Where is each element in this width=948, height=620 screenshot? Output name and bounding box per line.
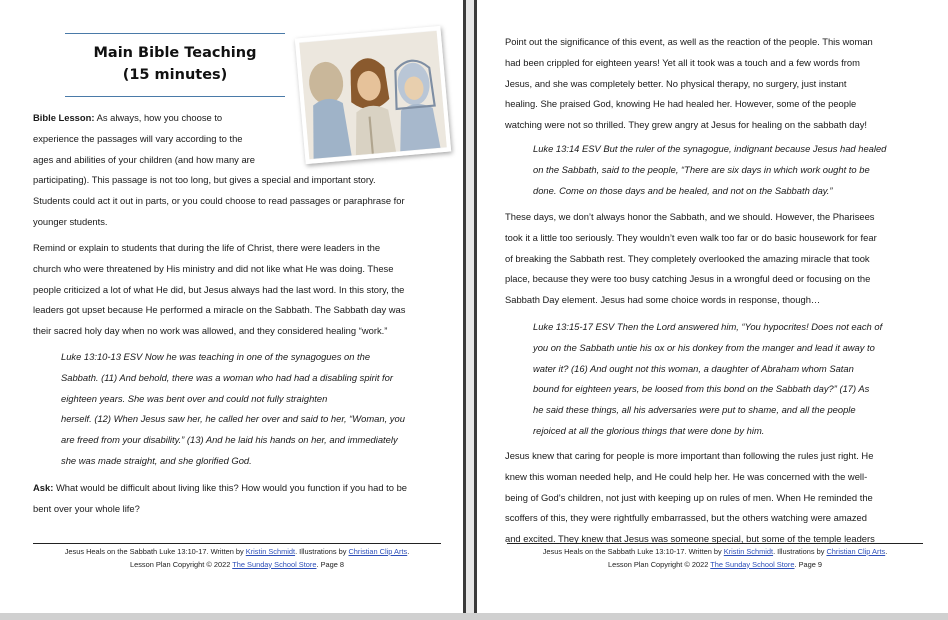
illustrator-link[interactable]: Christian Clip Arts [826, 547, 886, 556]
scripture-line: you on the Sabbath untie his ox or his donkey from the manger and lead it away to [533, 341, 875, 353]
footer-text: . [407, 547, 410, 556]
footer-copyright [33, 559, 441, 572]
text-line: These days, we don’t always honor the Sabbath, and we should. However, the Pharisees [505, 211, 875, 222]
footer-text: . [885, 547, 888, 556]
text-span: As always, how you choose to [96, 112, 223, 123]
text-line: Students could act it out in parts, or you could choose to read passages or paraphrase for [33, 195, 405, 207]
page-shadow [0, 613, 948, 620]
text-line: and excited. They knew that Jesus was someone special, but some of the temple leaders [505, 533, 875, 545]
caring-paragraph [505, 446, 920, 550]
store-link[interactable]: The Sunday School Store [232, 559, 317, 569]
text-line: leaders got upset because He performed a miracle on the Sabbath. The Sabbath day was [33, 304, 406, 316]
text-line: took it a little too seriously. They wouldn’t even walk too far or do basic housework for fear [505, 231, 877, 243]
footer-text: Jesus Heals on the Sabbath Luke 13:10-17. Written by [542, 547, 724, 556]
footer-text: Jesus Heals on the Sabbath Luke 13:10-17. Written by [64, 547, 246, 556]
footer-copyright [507, 559, 923, 572]
bible-lesson-paragraph [33, 108, 451, 233]
scripture-line: eighteen years. She was bent over and could not fully straighten [61, 392, 328, 404]
context-paragraph [33, 238, 451, 342]
footer-text: . Illustrations by [773, 547, 827, 556]
scripture-line: are freed from your disability.” (13) And he laid his hands on her, and immediately [61, 434, 398, 446]
text-line: knew this woman needed help, and He could help her. He was concerned with the well- [505, 470, 868, 482]
text-line: Point out the significance of this event, as well as the reaction of the people. This woman [505, 36, 873, 47]
text-span: What would be difficult about living like this? How would you function if you had to be [55, 482, 408, 493]
text-line: Jesus knew that caring for people is more important than following the rules just right. He [505, 450, 874, 461]
text-line: healing. She praised God, knowing He had healed her. However, some of the people [505, 98, 857, 110]
title-line-2: (15 minutes) [122, 67, 228, 83]
text-line: being of God’s children, not just with keeping up on rules of men. When He reminded the [505, 491, 873, 503]
text-line: place, because they were too busy catching Jesus in a wrongful deed or focusing on the [505, 273, 871, 285]
text-line: people criticized a lot of what He did, but Jesus always had the last word. In this story, the [33, 283, 405, 295]
ask-paragraph [33, 478, 451, 520]
text-line: watching were not so thrilled. They grew angry at Jesus for healing on the sabbath day! [505, 119, 868, 131]
text-line: church who were threatened by His ministry and did not like what He was doing. These [33, 262, 394, 274]
author-link[interactable]: Kristin Schmidt [723, 547, 774, 556]
section-title [65, 33, 285, 97]
scripture-line: Luke 13:10-13 ESV Now he was teaching in one of the synagogues on the [61, 351, 371, 362]
scripture-line: herself. (12) When Jesus saw her, he called her over and said to her, “Woman, you [61, 413, 405, 425]
scripture-line: done. Come on those days and be healed, and not on the Sabbath day.” [533, 184, 833, 196]
text-line: scoffers of this, they were rightfully embarrassed, but the others watching were amazed [505, 512, 867, 524]
text-line [33, 478, 451, 499]
store-link[interactable]: The Sunday School Store [710, 559, 795, 569]
page-footer [507, 543, 923, 571]
page-number: . Page 9 [794, 559, 823, 569]
text-line: Jesus, and she was completely better. No physical therapy, no surgery, just instant [505, 77, 847, 89]
page-number: . Page 8 [316, 559, 345, 569]
bible-lesson-label: Bible Lesson: [33, 112, 95, 123]
scripture-passage [61, 347, 446, 472]
text-line: younger students. [33, 215, 108, 227]
text-line: had been crippled for eighteen years! Yet all it took was a touch and a few words from [505, 56, 860, 68]
scripture-passage [533, 317, 923, 442]
text-line [33, 108, 271, 129]
text-line: participating). This passage is not too long, but gives a special and important story. [33, 174, 376, 186]
footer-text: Lesson Plan Copyright © 2022 [607, 559, 711, 569]
sabbath-paragraph [505, 207, 920, 311]
scripture-line: Luke 13:14 ESV But the ruler of the synagogue, indignant because Jesus had healed [533, 143, 887, 154]
footer-text: . Illustrations by [295, 547, 349, 556]
text-line: of breaking the Sabbath rest. They completely overlooked the amazing miracle that took [505, 252, 870, 264]
scripture-line: on the Sabbath, said to the people, “There are six days in which work ought to be [533, 163, 870, 175]
page-gutter [466, 0, 474, 620]
footer-text: Lesson Plan Copyright © 2022 [129, 559, 233, 569]
scripture-line: bound for eighteen years, be loosed from this bond on the Sabbath day?” (17) As [533, 383, 870, 395]
scripture-passage [533, 139, 918, 201]
text-line: experience the passages will vary according to the [33, 132, 243, 144]
scripture-line: water it? (16) And ought not this woman, a daughter of Abraham whom Satan [533, 362, 854, 374]
title-line-1: Main Bible Teaching [93, 45, 257, 61]
scripture-line: Sabbath. (11) And behold, there was a woman who had had a disabling spirit for [61, 371, 393, 383]
page-footer [33, 543, 441, 571]
scripture-line: rejoiced at all the glorious things that were done by him. [533, 424, 765, 436]
text-line: their sacred holy day when no work was allowed, and they considered healing “work.” [33, 325, 388, 337]
illustrator-link[interactable]: Christian Clip Arts [348, 547, 408, 556]
footer-credits [507, 546, 923, 559]
scripture-line: Luke 13:15-17 ESV Then the Lord answered him, “You hypocrites! Does not each of [533, 321, 883, 332]
document-page-9 [474, 0, 948, 613]
significance-paragraph [505, 32, 920, 136]
scripture-line: she was made straight, and she glorified God. [61, 454, 252, 466]
text-line: ages and abilities of your children (and how many are [33, 153, 256, 165]
author-link[interactable]: Kristin Schmidt [245, 547, 296, 556]
text-line: bent over your whole life? [33, 502, 140, 514]
footer-credits [33, 546, 441, 559]
text-line: Remind or explain to students that during the life of Christ, there were leaders in the [33, 242, 381, 253]
text-line: Sabbath Day element. Jesus had some choice words in response, though… [505, 294, 821, 306]
scripture-line: he said these things, all his adversaries were put to shame, and all the people [533, 404, 856, 416]
ask-label: Ask: [33, 482, 54, 493]
document-page-8 [0, 0, 466, 613]
